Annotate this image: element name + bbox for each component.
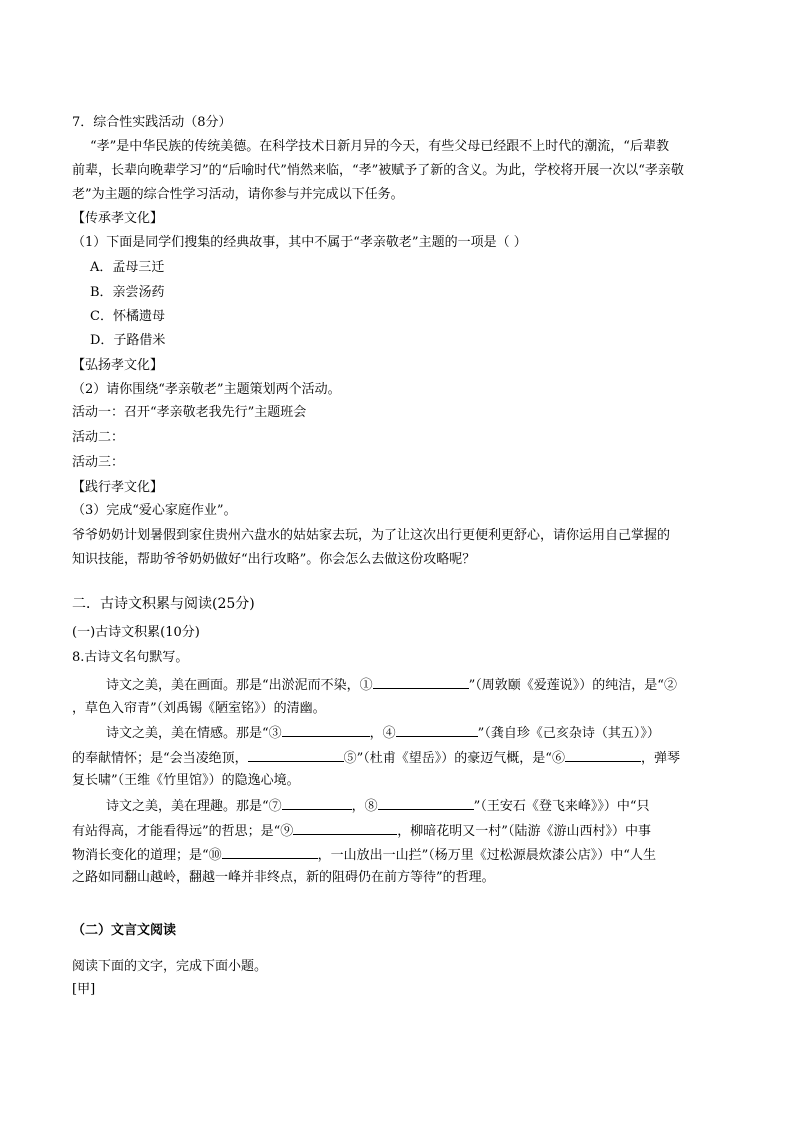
blank-1[interactable]: [373, 674, 469, 689]
q7-sub1: （1）下面是同学们搜集的经典故事，其中不属于“孝亲敬老”主题的一项是（ ）: [72, 235, 527, 250]
section-heading-promote: 【弘扬孝文化】: [72, 358, 164, 373]
p3-text-a: 诗文之美，美在理趣。那是“⑦: [106, 799, 282, 814]
q7-sub3-line1: 爷爷奶奶计划暑假到家住贵州六盘水的姑姑家去玩，为了让这次出行更便利更舒心，请你运用自己掌握的: [72, 528, 671, 543]
blank-7[interactable]: [282, 795, 352, 810]
activity-three: 活动三：: [72, 455, 125, 470]
p1-text-b: ”（周敦颐《爱莲说》）的纯洁，是“②: [468, 678, 677, 693]
poem-para2-line1: [106, 722, 756, 744]
q8-title: 8.古诗文名句默写。: [72, 650, 189, 665]
part2-title: 二．古诗文积累与阅读(25分): [72, 596, 255, 612]
p1-text-c: ，草色入帘青”（刘禹锡《陋室铭》）的清幽。: [72, 701, 326, 716]
blank-6[interactable]: [565, 747, 641, 762]
blank-4[interactable]: [396, 722, 478, 737]
poem-para3-line4: 之路如同翻山越岭，翻越一峰并非终点，新的阻碍仍在前方等待”的哲理。: [72, 870, 495, 885]
p2-text-b: ，④: [369, 726, 396, 741]
p3-text-e: ，柳暗花明又一村”（陆游《游山西村》）中事: [397, 824, 651, 839]
poem-para3-line1: [106, 795, 756, 817]
section-heading-inherit: 【传承孝文化】: [72, 211, 164, 226]
blank-5[interactable]: [248, 747, 344, 762]
blank-10[interactable]: [222, 844, 318, 859]
p1-text-a: 诗文之美，美在画面。那是“出淤泥而不染，①: [106, 678, 373, 693]
section-heading-practice: 【践行孝文化】: [72, 480, 164, 495]
p2-text-c: ”（龚自珍《己亥杂诗（其五）》）: [477, 726, 660, 741]
poem-para2-line3: 复长啸”（王维《竹里馆》）的隐逸心境。: [72, 773, 300, 788]
blank-9[interactable]: [293, 820, 397, 835]
reading-instruction: 阅读下面的文字，完成下面小题。: [72, 959, 268, 974]
activity-two: 活动二：: [72, 430, 125, 445]
q7-intro-line1: “孝”是中华民族的传统美德。在科学技术日新月异的今天，有些父母已经跟不上时代的潮流，“后辈教: [90, 139, 669, 154]
p2-text-e: ⑤”（杜甫《望岳》）的豪迈气概，是“⑥: [343, 751, 565, 766]
part2-subtitle2: （二）文言文阅读: [72, 923, 177, 938]
poem-para2-line2: [72, 747, 722, 769]
p2-text-f: ，弹琴: [640, 751, 680, 766]
option-c: C．怀橘遗母: [90, 309, 165, 324]
q7-intro-line3: 老”为主题的综合性学习活动，请你参与并完成以下任务。: [72, 187, 404, 202]
q7-sub2: （2）请你围绕“孝亲敬老”主题策划两个活动。: [72, 382, 341, 397]
poem-para3-line2: [72, 820, 722, 842]
p3-text-b: ，⑧: [351, 799, 378, 814]
blank-3[interactable]: [282, 722, 370, 737]
poem-para1-line1: [106, 674, 756, 696]
option-a: A．孟母三迁: [90, 260, 165, 275]
poem-para1-line2: [72, 697, 722, 719]
blank-8[interactable]: [378, 795, 474, 810]
p3-text-c: ”（王安石《登飞来峰》》）中“只: [473, 799, 650, 814]
p2-text-d: 的奉献情怀；是“会当凌绝顶，: [72, 751, 248, 766]
part2-subtitle: (一)古诗文积累(10分): [72, 625, 200, 640]
q7-sub3: （3）完成“爱心家庭作业”。: [72, 503, 237, 518]
q7-sub3-line2: 知识技能，帮助爷爷奶奶做好“出行攻略”。你会怎么去做这份攻略呢？: [72, 552, 476, 567]
p3-text-d: 有站得高，才能看得远”的哲思；是“⑨: [72, 824, 294, 839]
q7-intro-line2: 前辈，长辈向晚辈学习”的“后喻时代”悄然来临，“孝”被赋予了新的含义。为此，学校将开展一次以“孝亲敬: [72, 163, 684, 178]
option-b: B．亲尝汤药: [90, 285, 165, 300]
p3-text-g: ，一山放出一山拦”（杨万里《过松源晨炊漆公店》）中“人生: [317, 848, 656, 863]
poem-para3-line3: [72, 844, 722, 866]
activity-one: 活动一：召开“孝亲敬老我先行”主题班会: [72, 405, 307, 420]
q7-title: 7．综合性实践活动（8分）: [72, 115, 232, 130]
passage-jia-label: [甲]: [72, 982, 96, 997]
p3-text-f: 物消长变化的道理；是“⑩: [72, 848, 222, 863]
option-d: D．子路借米: [90, 333, 166, 348]
p2-text-a: 诗文之美，美在情感。那是“③: [106, 726, 282, 741]
